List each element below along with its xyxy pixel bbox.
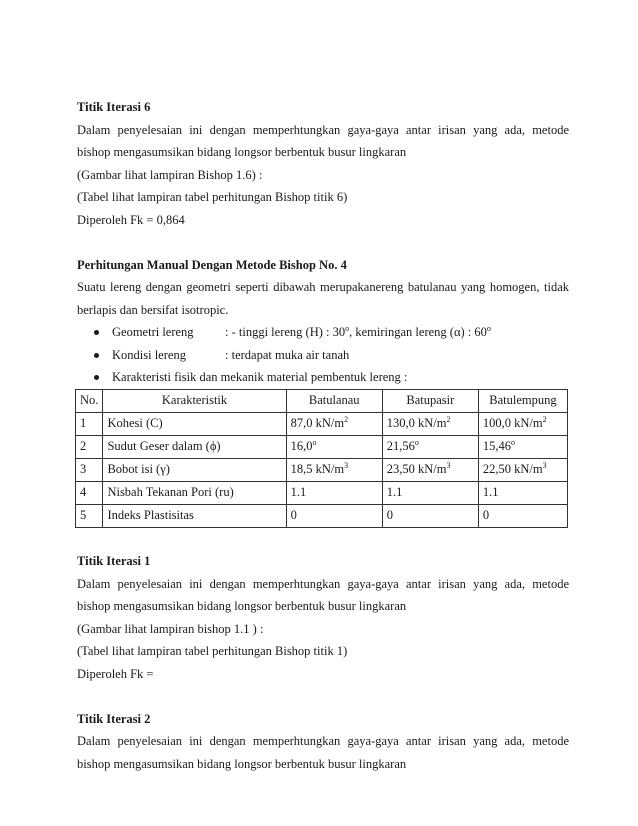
cell-sup: 2	[542, 414, 547, 424]
table-row	[76, 481, 568, 504]
cell-no: 2	[76, 435, 103, 458]
paragraph-line: (Gambar lihat lampiran bishop 1.1 ) :	[77, 621, 264, 636]
header-batulanau: Batulanau	[286, 389, 382, 412]
cell-batulanau	[286, 458, 382, 481]
cell-batupasir	[382, 435, 478, 458]
cell-name: Bobot isi (γ)	[103, 458, 286, 481]
bullet-text: Karakteristi fisik dan mekanik material pembentuk lereng :	[112, 370, 408, 384]
spacer	[77, 528, 569, 551]
cell-value: 16,0	[290, 439, 313, 453]
bullet-item-material	[94, 366, 569, 389]
section-title: Perhitungan Manual Dengan Metode Bishop No. 4	[77, 257, 347, 272]
cell-no: 3	[76, 458, 103, 481]
result-line: Diperoleh Fk =	[77, 666, 154, 681]
paragraph-line: berlapis dan bersifat isotropic.	[77, 302, 229, 317]
cell-name: Sudut Geser dalam (ϕ)	[103, 435, 286, 458]
paragraph-line: (Tabel lihat lampiran tabel perhitungan Bishop titik 6)	[77, 190, 348, 204]
cell-value: 18,5 kN/m	[290, 462, 345, 476]
cell-batulanau	[286, 412, 382, 435]
cell-value: 15,46	[482, 439, 511, 453]
bullet-value: : - tinggi lereng (H) : 30	[225, 325, 346, 339]
table-header-row	[76, 389, 568, 412]
spacer	[77, 231, 569, 254]
cell-batupasir	[382, 481, 478, 504]
paragraph-line: (Tabel lihat lampiran tabel perhitungan Bishop titik 1)	[77, 644, 348, 658]
bullet-label: Geometri lereng	[112, 325, 194, 339]
cell-value: 1.1	[290, 485, 307, 499]
cell-value: 1.1	[386, 485, 403, 499]
cell-batulempung	[478, 412, 567, 435]
paragraph-line: Dalam penyelesaian ini dengan memperhtungkan gaya-gaya antar irisan yang ada, metode	[77, 576, 569, 591]
paragraph-line: bishop mengasumsikan bidang longsor berbentuk busur lingkaran	[77, 756, 407, 771]
section-title: Titik Iterasi 6	[77, 100, 151, 114]
cell-sup: o	[312, 437, 317, 447]
section-title: Titik Iterasi 2	[77, 711, 151, 726]
cell-batulempung	[478, 481, 567, 504]
paragraph-line: Dalam penyelesaian ini dengan memperhtungkan gaya-gaya antar irisan yang ada, metode	[77, 734, 569, 748]
header-no: No.	[76, 389, 103, 412]
cell-sup: 3	[446, 460, 451, 470]
paragraph-line: bishop mengasumsikan bidang longsor berbentuk busur lingkaran	[77, 145, 407, 159]
cell-value: 21,56	[386, 439, 415, 453]
cell-value: 100,0 kN/m	[482, 416, 543, 430]
cell-value: 0	[290, 508, 297, 522]
cell-sup: o	[511, 437, 515, 447]
cell-value: 23,50 kN/m	[386, 462, 447, 476]
material-properties-table	[75, 389, 568, 528]
cell-value: 0	[482, 508, 490, 522]
table-row	[76, 435, 568, 458]
cell-no: 1	[76, 412, 103, 435]
spacer	[77, 685, 569, 708]
cell-sup: 3	[542, 460, 547, 470]
table-row	[76, 412, 568, 435]
degree-sup: o	[486, 323, 491, 333]
degree-sup: o	[345, 323, 350, 333]
cell-batupasir	[382, 504, 478, 527]
header-karakteristik: Karakteristik	[103, 389, 286, 412]
paragraph-line: Dalam penyelesaian ini dengan memperhtungkan gaya-gaya antar irisan yang ada, metode	[77, 122, 569, 137]
bullet-list	[77, 321, 569, 389]
cell-batulempung	[478, 458, 567, 481]
header-batulempung: Batulempung	[478, 389, 567, 412]
cell-batulanau	[286, 481, 382, 504]
cell-name: Kohesi (C)	[103, 412, 286, 435]
document-page	[77, 96, 569, 775]
header-batupasir: Batupasir	[382, 389, 478, 412]
cell-value: 87,0 kN/m	[290, 416, 345, 430]
cell-no: 5	[76, 504, 103, 527]
bullet-label: Kondisi lereng	[112, 347, 186, 362]
bullet-value: , kemiringan lereng (α) : 60	[349, 325, 487, 339]
cell-name: Nisbah Tekanan Pori (ru)	[103, 481, 286, 504]
cell-batulempung	[478, 504, 567, 527]
cell-batupasir	[382, 458, 478, 481]
cell-batulanau	[286, 504, 382, 527]
cell-value: 130,0 kN/m	[386, 416, 447, 430]
cell-no: 4	[76, 481, 103, 504]
cell-batulanau	[286, 435, 382, 458]
cell-value: 22,50 kN/m	[482, 462, 543, 476]
table-row	[76, 504, 568, 527]
paragraph-line: (Gambar lihat lampiran Bishop 1.6) :	[77, 167, 263, 182]
result-line: Diperoleh Fk = 0,864	[77, 212, 185, 227]
section-title: Titik Iterasi 1	[77, 554, 151, 568]
cell-value: 1.1	[482, 485, 499, 499]
paragraph-line: bishop mengasumsikan bidang longsor berbentuk busur lingkaran	[77, 599, 407, 613]
bullet-value: : terdapat muka air tanah	[225, 347, 350, 362]
cell-batulempung	[478, 435, 567, 458]
cell-sup: 2	[446, 414, 451, 424]
cell-name: Indeks Plastisitas	[103, 504, 286, 527]
cell-batupasir	[382, 412, 478, 435]
table-row	[76, 458, 568, 481]
bullet-item-geometry	[94, 321, 569, 344]
cell-sup: 3	[344, 460, 349, 470]
cell-value: 0	[386, 508, 394, 522]
cell-sup: o	[414, 437, 419, 447]
paragraph-line: Suatu lereng dengan geometri seperti dibawah merupakanereng batulanau yang homogen, tidak	[77, 280, 569, 294]
bullet-item-condition	[94, 344, 569, 367]
cell-sup: 2	[344, 414, 349, 424]
